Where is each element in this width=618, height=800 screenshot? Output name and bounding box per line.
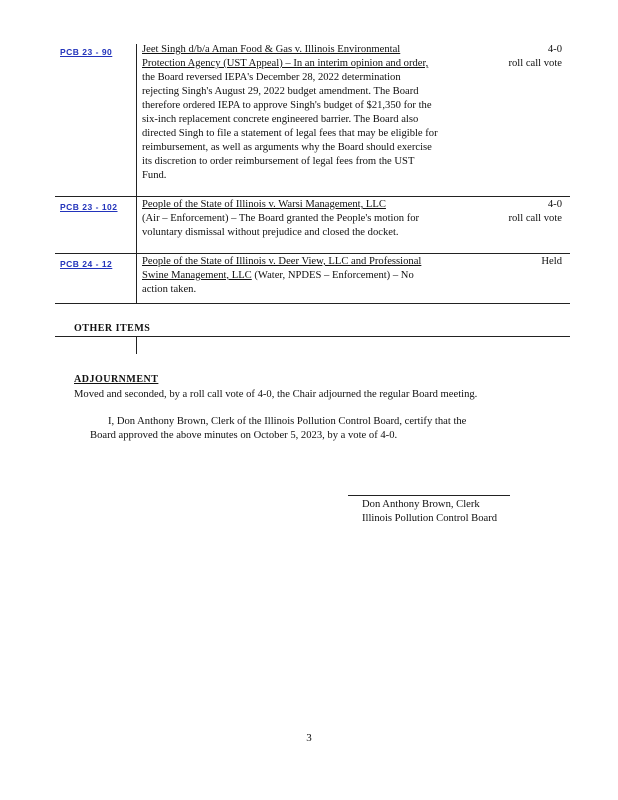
vote-type: roll call vote bbox=[508, 58, 562, 69]
adjournment-heading: ADJOURNMENT bbox=[74, 374, 159, 385]
case-description bbox=[142, 255, 477, 297]
vote-count: 4-0 bbox=[547, 44, 562, 55]
case-body-line: reimbursement, as well as arguments why the Board should exercise bbox=[142, 142, 432, 153]
case-title: People of the State of Illinois v. Warsi Management, LLC bbox=[142, 199, 386, 210]
signature-line bbox=[348, 495, 510, 496]
signature-org: Illinois Pollution Control Board bbox=[362, 513, 498, 524]
row-divider bbox=[55, 196, 570, 197]
case-number-link[interactable]: PCB 24 - 12 bbox=[60, 259, 113, 269]
case-body-line: (Air – Enforcement) – The Board granted the People's motion for bbox=[142, 213, 420, 224]
case-title-tail: (Water, NPDES – Enforcement) – No bbox=[251, 270, 414, 281]
certification-line: I, Don Anthony Brown, Clerk of the Illinois Pollution Control Board, certify that the bbox=[108, 416, 467, 427]
other-items-heading: OTHER ITEMS bbox=[74, 323, 151, 334]
case-body-line: Fund. bbox=[142, 170, 167, 181]
vote-result bbox=[508, 198, 562, 226]
case-body-line: rejecting Singh's August 29, 2022 budget amendment. The Board bbox=[142, 86, 419, 97]
case-body-line: therefore ordered IEPA to approve Singh's budget of $21,350 for the bbox=[142, 100, 432, 111]
vote-result bbox=[508, 43, 562, 71]
page-number: 3 bbox=[306, 732, 312, 744]
case-title: Protection Agency (UST Appeal) – In an interim opinion and order, bbox=[142, 58, 429, 69]
case-description bbox=[142, 43, 477, 183]
case-number-link[interactable]: PCB 23 - 102 bbox=[60, 202, 118, 212]
vote-result bbox=[541, 255, 562, 269]
table-column-divider bbox=[136, 44, 137, 303]
case-title: Swine Management, LLC bbox=[142, 270, 252, 281]
case-body-line: directed Singh to file a statement of legal fees that may be eligible for bbox=[142, 128, 438, 139]
adjournment-text: Moved and seconded, by a roll call vote of 4-0, the Chair adjourned the regular Board meeting. bbox=[74, 389, 478, 400]
vote-status: Held bbox=[541, 256, 562, 267]
row-divider bbox=[55, 303, 570, 304]
case-body-line: the Board reversed IEPA's December 28, 2022 determination bbox=[142, 72, 401, 83]
case-body-line: voluntary dismissal without prejudice and closed the docket. bbox=[142, 227, 399, 238]
section-rule bbox=[55, 336, 570, 337]
case-title: Jeet Singh d/b/a Aman Food & Gas v. Illinois Environmental bbox=[142, 44, 401, 55]
case-title-continued bbox=[142, 269, 477, 283]
case-description bbox=[142, 198, 477, 240]
case-body-line: its discretion to order reimbursement of legal fees from the UST bbox=[142, 156, 415, 167]
certification-line: Board approved the above minutes on October 5, 2023, by a vote of 4-0. bbox=[90, 430, 398, 441]
table-column-divider bbox=[136, 336, 137, 354]
signature-name: Don Anthony Brown, Clerk bbox=[362, 499, 480, 510]
vote-count: 4-0 bbox=[547, 199, 562, 210]
case-title: People of the State of Illinois v. Deer View, LLC and Professional bbox=[142, 256, 422, 267]
case-body-line: action taken. bbox=[142, 284, 197, 295]
vote-type: roll call vote bbox=[508, 213, 562, 224]
row-divider bbox=[55, 253, 570, 254]
case-number-link[interactable]: PCB 23 - 90 bbox=[60, 47, 113, 57]
case-body-line: six-inch replacement concrete engineered barrier. The Board also bbox=[142, 114, 419, 125]
